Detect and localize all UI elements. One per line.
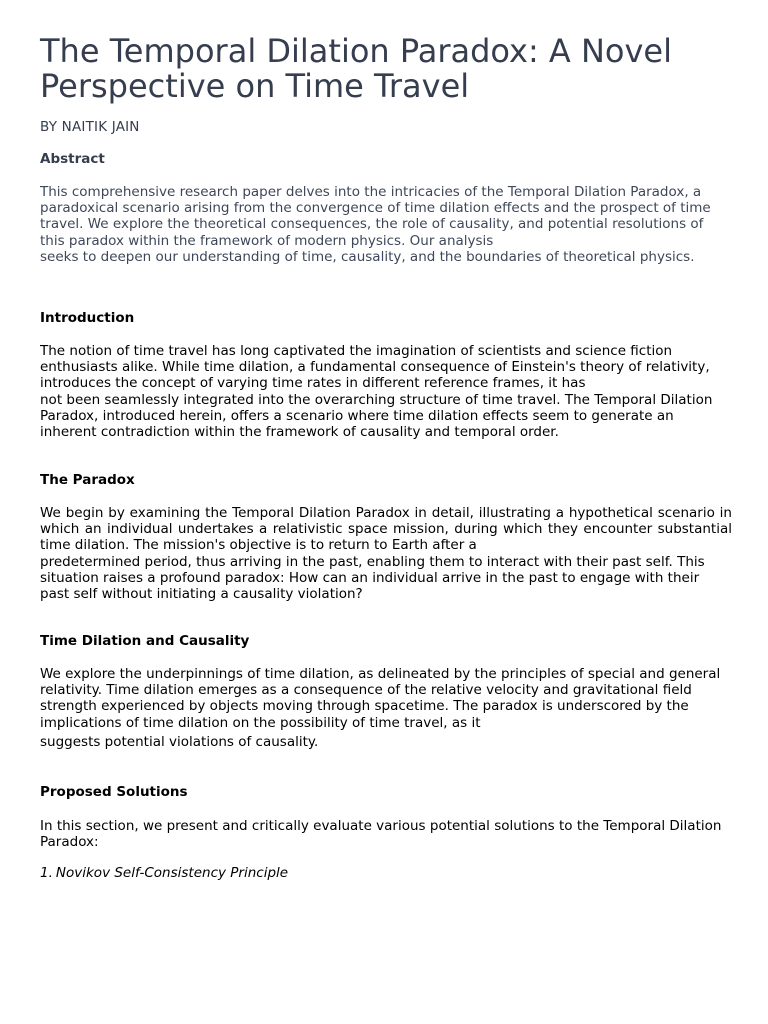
abstract-text-part1: This comprehensive research paper delves into the intricacies of the Temporal Dilation Paradox, a paradoxical scenario arising from the convergence of time dilation effects and the prospect of time travel. We explore the theoretical consequences, the role of causality, and potential resolutions of this paradox within the framework of modern physics. Our analysis (40, 184, 711, 249)
document-title: The Temporal Dilation Paradox: A Novel Perspective on Time Travel (40, 32, 672, 105)
introduction-text-part2: not been seamlessly integrated into the overarching structure of time travel. The Temporal Dilation Paradox, introduced herein, offers a scenario where time dilation effects seem to generate an inherent contradiction within the framework of causality and temporal order. (40, 391, 713, 441)
abstract-text-part2: seeks to deepen our understanding of time, causality, and the boundaries of theoretical physics. (40, 248, 695, 265)
paradox-text-part2: predetermined period, thus arriving in the past, enabling them to interact with their past self. This situation raises a profound paradox: How can an individual arrive in the past to engage with their past self without initiating a causality violation? (40, 553, 705, 603)
causality-heading: Time Dilation and Causality (40, 633, 250, 649)
paradox-body (40, 505, 732, 602)
introduction-text-part1: The notion of time travel has long captivated the imagination of scientists and science fiction enthusiasts alike. While time dilation, a fundamental consequence of Einstein's theory of relativity, introduces the concept of varying time rates in different reference frames, it has (40, 343, 710, 392)
abstract-body (40, 184, 732, 265)
solution-list-item (40, 865, 288, 881)
list-item-label: Novikov Self-Consistency Principle (55, 865, 289, 881)
abstract-heading: Abstract (40, 151, 105, 167)
causality-text-part1: We explore the underpinnings of time dilation, as delineated by the principles of special and general relativity. Time dilation emerges as a consequence of the relative velocity and gravitational field strength experienced by objects moving through spacetime. The paradox is underscored by the implications of time dilation on the possibility of time travel, as it (40, 666, 721, 731)
paradox-text-part1: We begin by examining the Temporal Dilation Paradox in detail, illustrating a hypothetical scenario in which an individual undertakes a relativistic space mission, during which they encounter substantial time dilation. The mission's objective is to return to Earth after a (40, 505, 732, 554)
introduction-body (40, 343, 732, 440)
solutions-intro: In this section, we present and critically evaluate various potential solutions to the Temporal Dilation Paradox: (40, 818, 722, 851)
causality-text-part2: suggests potential violations of causality. (40, 733, 319, 750)
introduction-heading: Introduction (40, 310, 135, 326)
causality-body (40, 666, 732, 750)
solutions-heading: Proposed Solutions (40, 784, 188, 800)
author-byline: BY NAITIK JAIN (40, 119, 140, 135)
list-item-number: 1. (40, 865, 53, 881)
paradox-heading: The Paradox (40, 472, 135, 488)
